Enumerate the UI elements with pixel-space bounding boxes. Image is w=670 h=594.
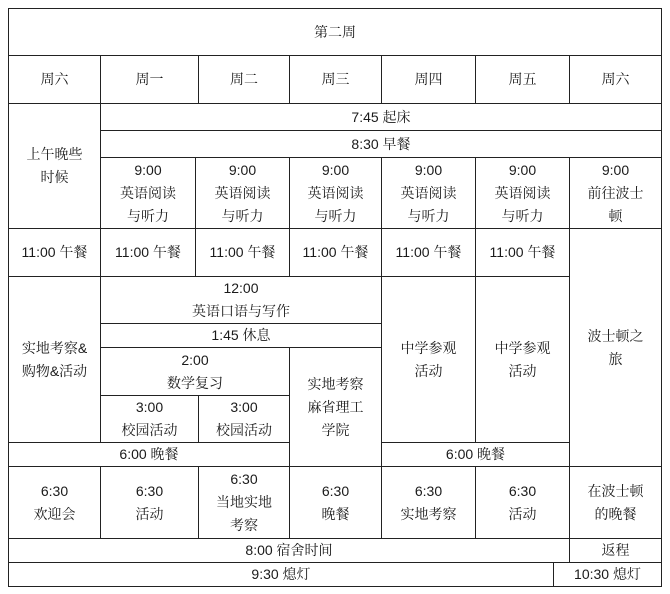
local-fieldtrip: 6:30 当地实地 考察 (198, 466, 290, 539)
day-header-fri: 周五 (475, 55, 570, 104)
lunch-fri: 11:00 午餐 (475, 228, 570, 277)
rest-row: 1:45 休息 (100, 323, 382, 348)
english-reading-wed: 9:00 英语阅读 与听力 (289, 157, 382, 229)
lunch-sat: 11:00 午餐 (8, 228, 101, 277)
middle-school-visit-thu: 中学参观 活动 (381, 276, 476, 443)
middle-school-visit-fri: 中学参观 活动 (475, 276, 570, 443)
english-reading-thu: 9:00 英语阅读 与听力 (381, 157, 476, 229)
day-header-wed: 周三 (289, 55, 382, 104)
lights-out-row: 9:30 熄灯 (8, 562, 554, 587)
english-reading-mon: 9:00 英语阅读 与听力 (100, 157, 196, 229)
mit-fieldtrip: 实地考察 麻省理工 学院 (289, 347, 382, 467)
evening-dinner-wed: 6:30 晚餐 (289, 466, 382, 539)
morning-label: 上午晚些 时候 (8, 103, 101, 229)
lunch-tue: 11:00 午餐 (195, 228, 290, 277)
day-header-tue: 周二 (198, 55, 290, 104)
depart-boston: 9:00 前往波士 顿 (569, 157, 662, 229)
campus-activity-tue: 3:00 校园活动 (198, 395, 290, 443)
boston-trip: 波士顿之 旅 (569, 228, 662, 467)
dinner-right: 6:00 晚餐 (381, 442, 570, 467)
day-header-sat: 周六 (8, 55, 101, 104)
dinner-left: 6:00 晚餐 (8, 442, 290, 467)
math-review: 2:00 数学复习 (100, 347, 290, 396)
english-reading-tue: 9:00 英语阅读 与听力 (195, 157, 290, 229)
day-header-mon: 周一 (100, 55, 199, 104)
day-header-sat2: 周六 (569, 55, 662, 104)
schedule-title: 第二周 (8, 8, 662, 56)
lunch-mon: 11:00 午餐 (100, 228, 196, 277)
lunch-thu: 11:00 午餐 (381, 228, 476, 277)
day-header-thu: 周四 (381, 55, 476, 104)
boston-dinner: 在波士顿 的晚餐 (569, 466, 662, 539)
english-reading-fri: 9:00 英语阅读 与听力 (475, 157, 570, 229)
wake-up-row: 7:45 起床 (100, 103, 662, 131)
evening-activity-fri: 6:30 活动 (475, 466, 570, 539)
return-trip: 返程 (569, 538, 662, 563)
evening-fieldtrip-thu: 6:30 实地考察 (381, 466, 476, 539)
lights-out-late: 10:30 熄灯 (553, 562, 662, 587)
welcome-party: 6:30 欢迎会 (8, 466, 101, 539)
english-speaking-writing: 12:00 英语口语与写作 (100, 276, 382, 324)
evening-activity-mon: 6:30 活动 (100, 466, 199, 539)
dorm-time-row: 8:00 宿舍时间 (8, 538, 570, 563)
campus-activity-mon: 3:00 校园活动 (100, 395, 199, 443)
fieldtrip-shopping-activity: 实地考察& 购物&活动 (8, 276, 101, 443)
lunch-wed: 11:00 午餐 (289, 228, 382, 277)
breakfast-row: 8:30 早餐 (100, 130, 662, 158)
